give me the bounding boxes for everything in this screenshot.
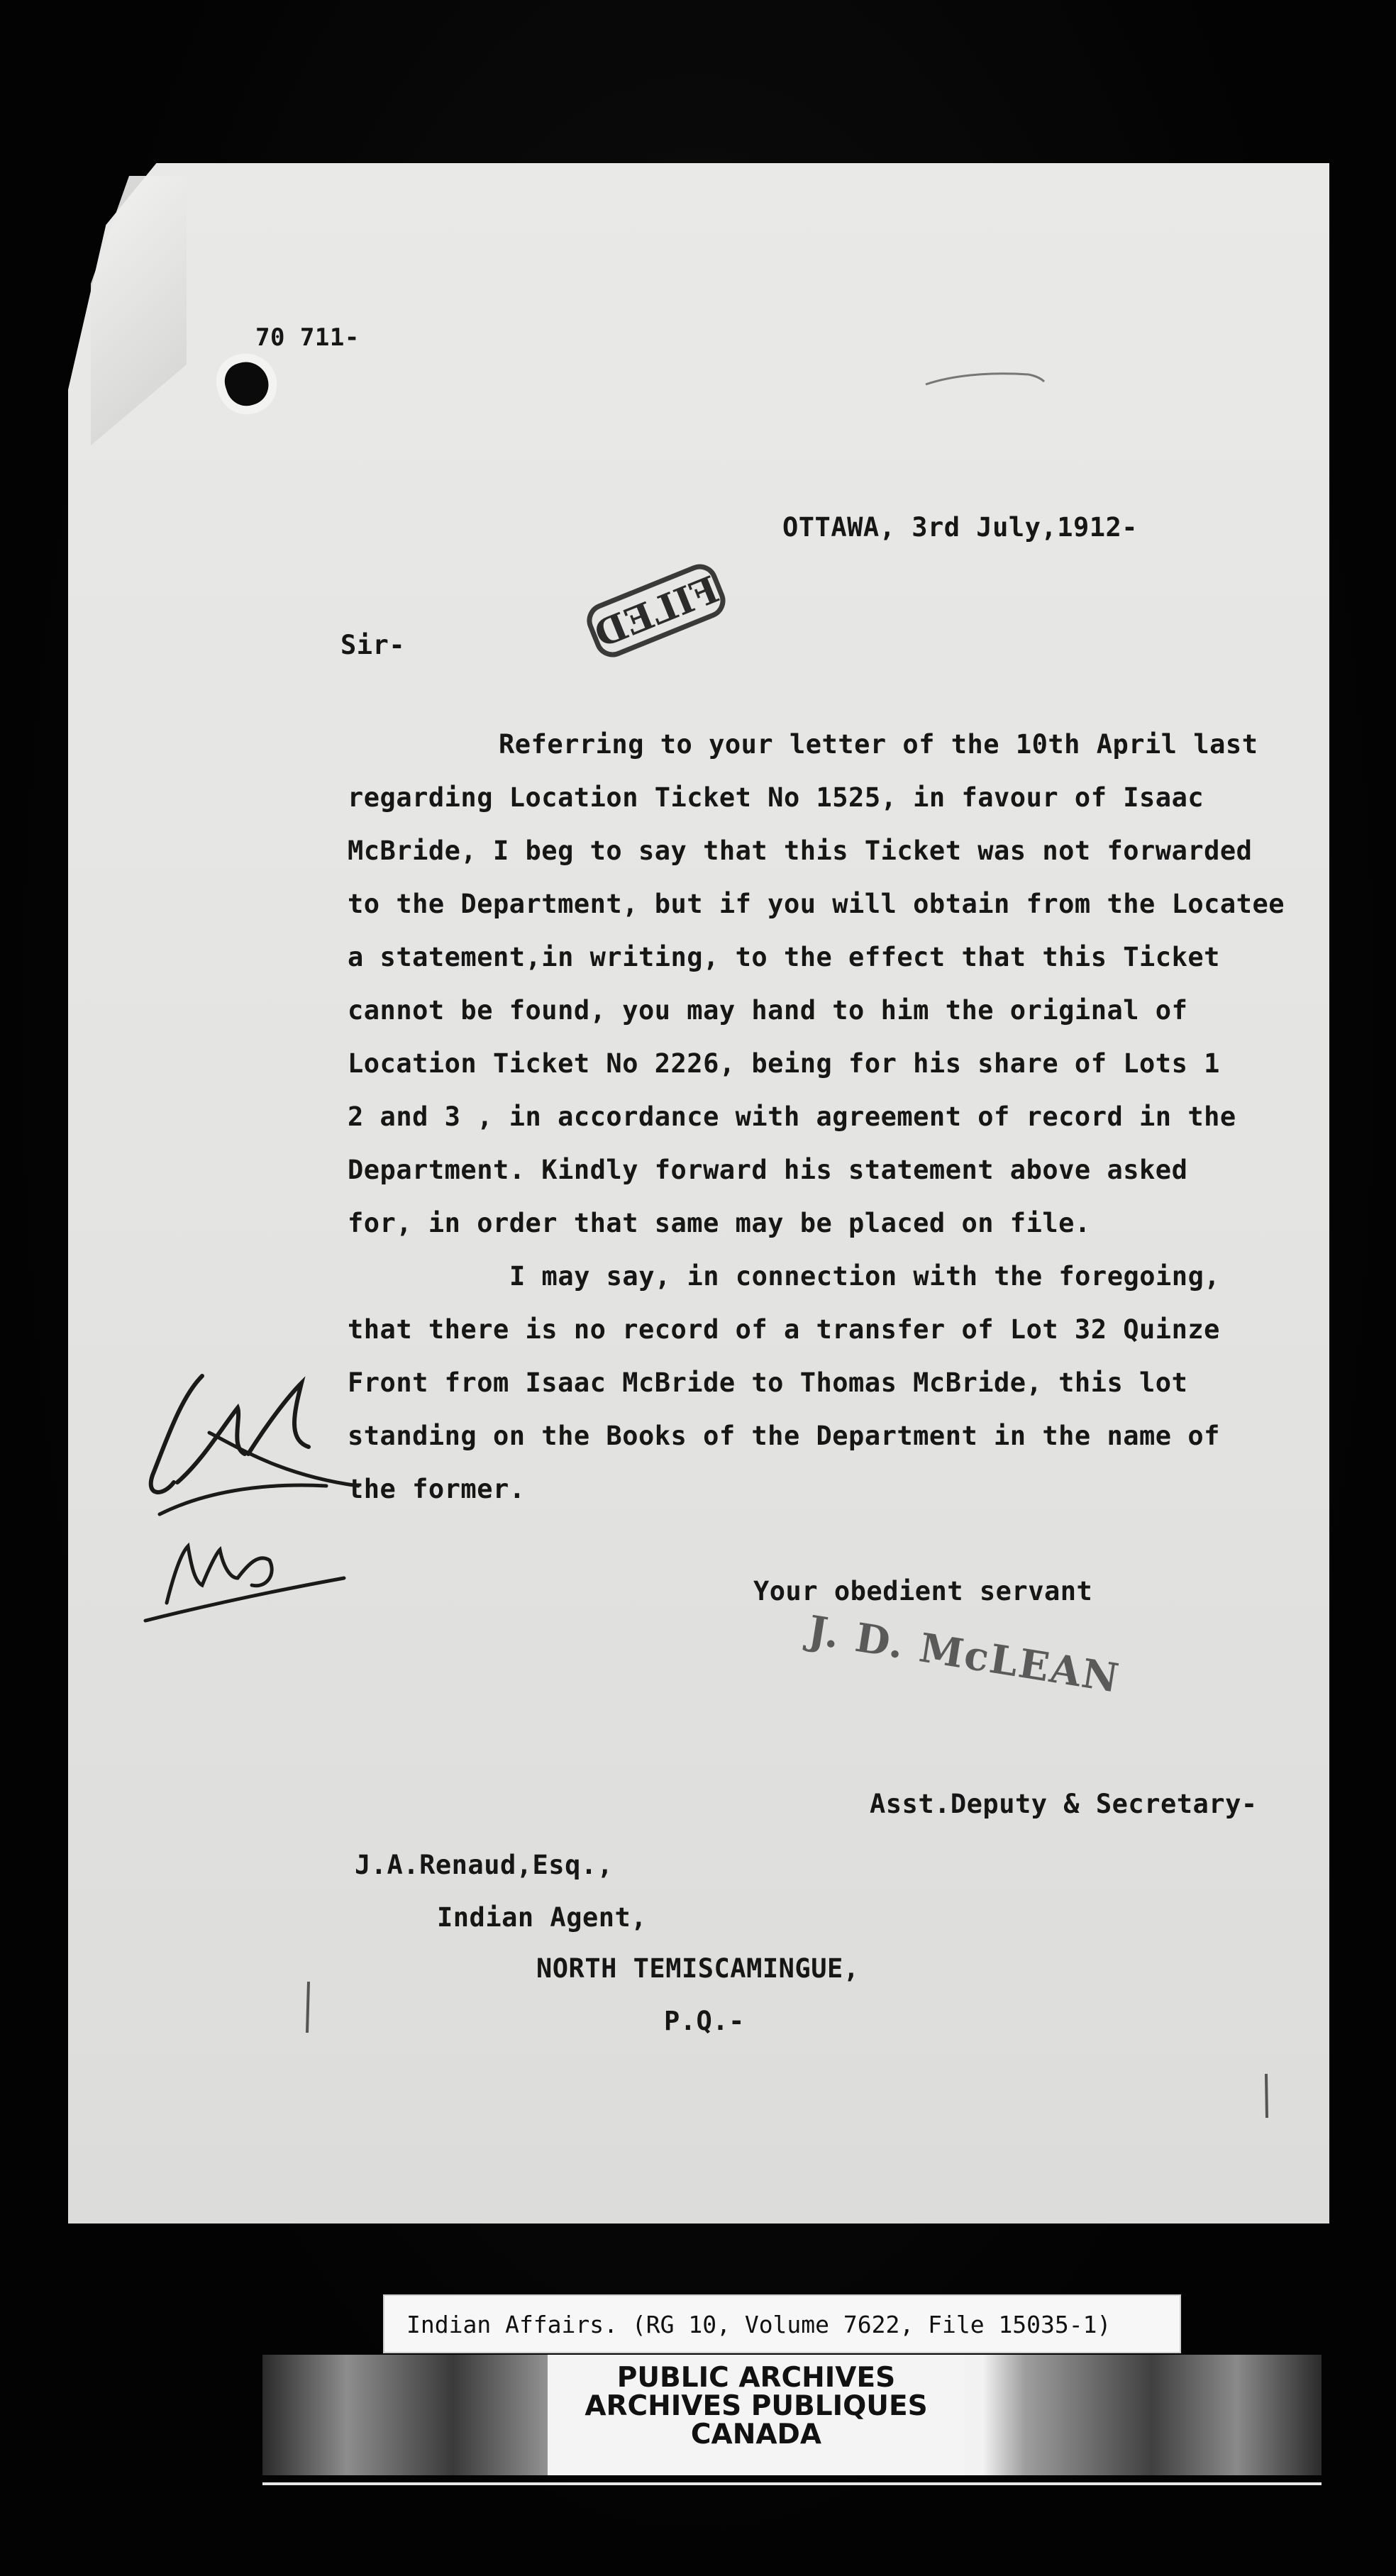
body-line: I may say, in connection with the foregoing, <box>509 1261 1221 1292</box>
archive-country: CANADA <box>690 2419 822 2450</box>
signatory-title: Asst.Deputy & Secretary- <box>870 1789 1258 1819</box>
body-line: Department. Kindly forward his statement above asked <box>348 1155 1188 1185</box>
fonds-label: Indian Affairs. (RG 10, Volume 7622, File 15035-1) <box>406 2311 1112 2338</box>
archive-name-french: ARCHIVES PUBLIQUES <box>585 2390 928 2422</box>
salutation: Sir- <box>340 630 406 660</box>
body-line: regarding Location Ticket No 1525, in favour of Isaac <box>348 782 1204 813</box>
body-line: Front from Isaac McBride to Thomas McBride, this lot <box>348 1367 1188 1398</box>
archive-name-english: PUBLIC ARCHIVES <box>616 2362 896 2394</box>
letter-page <box>68 163 1329 2224</box>
body-line: Location Ticket No 2226, being for his share of Lots 1 <box>348 1048 1220 1079</box>
pencil-mark-top <box>922 363 1050 392</box>
closing: Your obedient servant <box>753 1576 1093 1606</box>
body-line: 2 and 3 , in accordance with agreement of record in the <box>348 1101 1236 1132</box>
bottom-rule <box>262 2482 1322 2485</box>
body-line: cannot be found, you may hand to him the original of <box>348 995 1188 1026</box>
handwritten-initials <box>124 1340 380 1660</box>
pencil-mark-left <box>301 1979 316 2036</box>
file-number: 70 711- <box>255 323 360 352</box>
address-line: P.Q.- <box>664 2006 745 2036</box>
body-line: for, in order that same may be placed on file. <box>348 1208 1091 1238</box>
body-line: standing on the Books of the Department in the name of <box>348 1421 1220 1451</box>
body-line: that there is no record of a transfer of Lot 32 Quinze <box>348 1314 1220 1345</box>
address-line: Indian Agent, <box>437 1902 648 1933</box>
address-line: NORTH TEMISCAMINGUE, <box>536 1953 860 1984</box>
body-line: a statement,in writing, to the effect that this Ticket <box>348 942 1220 972</box>
body-line: Referring to your letter of the 10th April last <box>499 729 1258 760</box>
address-line: J.A.Renaud,Esq., <box>355 1850 614 1880</box>
dateline: OTTAWA, 3rd July,1912- <box>782 512 1139 543</box>
svg-text:FILED: FILED <box>588 567 725 657</box>
signature-stamp: J. D. McLEAN <box>804 1606 1124 1702</box>
body-line: McBride, I beg to say that this Ticket was not forwarded <box>348 835 1253 866</box>
pencil-mark-right <box>1259 2071 1273 2121</box>
body-line: to the Department, but if you will obtain from the Locatee <box>348 889 1285 919</box>
body-line: the former. <box>348 1474 526 1504</box>
